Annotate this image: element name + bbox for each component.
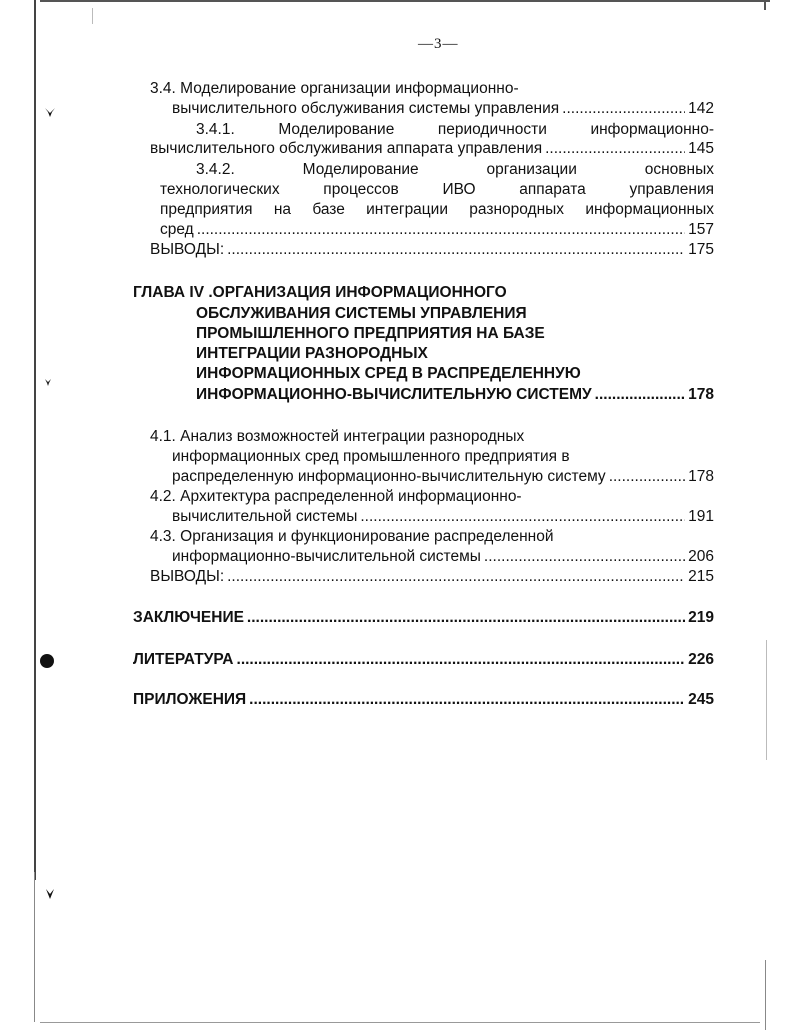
toc-entry-conclusions-4-page: 215 [688, 568, 714, 585]
scan-edge-right-low [765, 960, 766, 1030]
toc-entry-3-4-1-title: вычислительного обслуживания аппарата управления [150, 140, 543, 157]
toc-entry-3-4-1-line1: 3.4.1. Моделирование периодичности информационно- [196, 121, 714, 138]
toc-entry-3-4-line2 [172, 99, 714, 118]
toc-entry-4-3-title: информационно-вычислительной системы [172, 548, 481, 565]
toc-entry-literature [133, 650, 714, 669]
toc-entry-4-3-line2 [172, 547, 714, 566]
scan-edge-right [764, 0, 766, 10]
chapter-4-title-line6 [196, 385, 714, 404]
chapter-4-page: 178 [688, 386, 714, 403]
toc-entry-literature-title: ЛИТЕРАТУРА [133, 651, 234, 668]
scan-edge-left-lower [34, 872, 35, 1022]
dot-leader [237, 650, 686, 669]
scan-edge-bottom [40, 1022, 760, 1023]
dot-leader [247, 608, 685, 627]
toc-entry-3-4-1-page: 145 [688, 140, 714, 157]
chapter-4-title-line5: ИНФОРМАЦИОННЫХ СРЕД В РАСПРЕДЕЛЕННУЮ [196, 365, 581, 382]
scan-edge-right-mid [766, 640, 767, 760]
toc-entry-3-4-2-title: сред [160, 221, 194, 238]
toc-entry-appendices-title: ПРИЛОЖЕНИЯ [133, 691, 247, 708]
toc-entry-conclusions-3 [150, 240, 714, 259]
toc-entry-conclusion-page: 219 [688, 609, 714, 626]
toc-entry-conclusions-4 [150, 567, 714, 586]
dot-leader [595, 385, 685, 404]
scan-edge-top [40, 0, 770, 2]
toc-entry-conclusions-4-title: ВЫВОДЫ: [150, 568, 225, 585]
toc-entry-4-2-page: 191 [688, 508, 714, 525]
dot-leader [545, 139, 685, 158]
toc-entry-conclusions-3-page: 175 [688, 241, 714, 258]
binding-mark-icon [44, 888, 56, 900]
toc-entry-conclusion [133, 608, 714, 627]
chapter-4-title-line4: ИНТЕГРАЦИИ РАЗНОРОДНЫХ [196, 345, 428, 362]
toc-entry-3-4-1-line2 [150, 139, 714, 158]
toc-entry-4-2-title: вычислительной системы [172, 508, 358, 525]
toc-entry-4-1-title: распределенную информационно-вычислительную систему [172, 468, 606, 485]
chapter-4-title-last: ИНФОРМАЦИОННО-ВЫЧИСЛИТЕЛЬНУЮ СИСТЕМУ [196, 386, 592, 403]
chapter-4-title-line3: ПРОМЫШЛЕННОГО ПРЕДПРИЯТИЯ НА БАЗЕ [196, 325, 545, 342]
dot-leader [227, 567, 685, 586]
toc-entry-3-4-2-line1: 3.4.2. Моделирование организации основных [196, 161, 714, 178]
toc-entry-3-4-2-line3: предприятия на базе интеграции разнородных информационных [160, 201, 714, 218]
chapter-4-title-line2: ОБСЛУЖИВАНИЯ СИСТЕМЫ УПРАВЛЕНИЯ [196, 305, 527, 322]
toc-entry-4-2-line1: 4.2. Архитектура распределенной информационно- [150, 488, 522, 505]
toc-entry-4-1-line2: информационных сред промышленного предприятия в [172, 448, 570, 465]
toc-entry-4-1-line3 [172, 467, 714, 486]
toc-entry-4-2-line2 [172, 507, 714, 526]
toc-entry-3-4-title: вычислительного обслуживания системы управления [172, 100, 560, 117]
dot-leader [609, 467, 685, 486]
toc-entry-3-4-line1: 3.4. Моделирование организации информационно- [150, 80, 519, 97]
dot-leader [197, 220, 685, 239]
chapter-4-title-line1: ГЛАВА IV .ОРГАНИЗАЦИЯ ИНФОРМАЦИОННОГО [133, 284, 507, 301]
toc-entry-3-4-2-line2: технологических процессов ИВО аппарата управления [160, 181, 714, 198]
toc-entry-appendices [133, 690, 714, 709]
toc-entry-conclusion-title: ЗАКЛЮЧЕНИЕ [133, 609, 244, 626]
scan-edge-left [34, 0, 36, 880]
hole-punch-dot-icon [40, 654, 54, 668]
page-number: —3— [418, 36, 459, 52]
dot-leader [562, 99, 685, 118]
toc-entry-3-4-2-page: 157 [688, 221, 714, 238]
toc-entry-3-4-page: 142 [688, 100, 714, 117]
toc-entry-4-3-page: 206 [688, 548, 714, 565]
toc-entry-conclusions-3-title: ВЫВОДЫ: [150, 241, 225, 258]
dot-leader [249, 690, 685, 709]
dot-leader [227, 240, 685, 259]
dot-leader [484, 547, 685, 566]
toc-entry-3-4-2-line4 [160, 220, 714, 239]
binding-mark-icon [44, 378, 52, 386]
toc-entry-appendices-page: 245 [688, 691, 714, 708]
toc-entry-4-1-page: 178 [688, 468, 714, 485]
toc-entry-4-1-line1: 4.1. Анализ возможностей интеграции разнородных [150, 428, 525, 445]
toc-entry-literature-page: 226 [688, 651, 714, 668]
binding-mark-icon [44, 106, 56, 118]
toc-entry-4-3-line1: 4.3. Организация и функционирование распределенной [150, 528, 554, 545]
dot-leader [360, 507, 685, 526]
scan-tick-mark [92, 8, 93, 24]
